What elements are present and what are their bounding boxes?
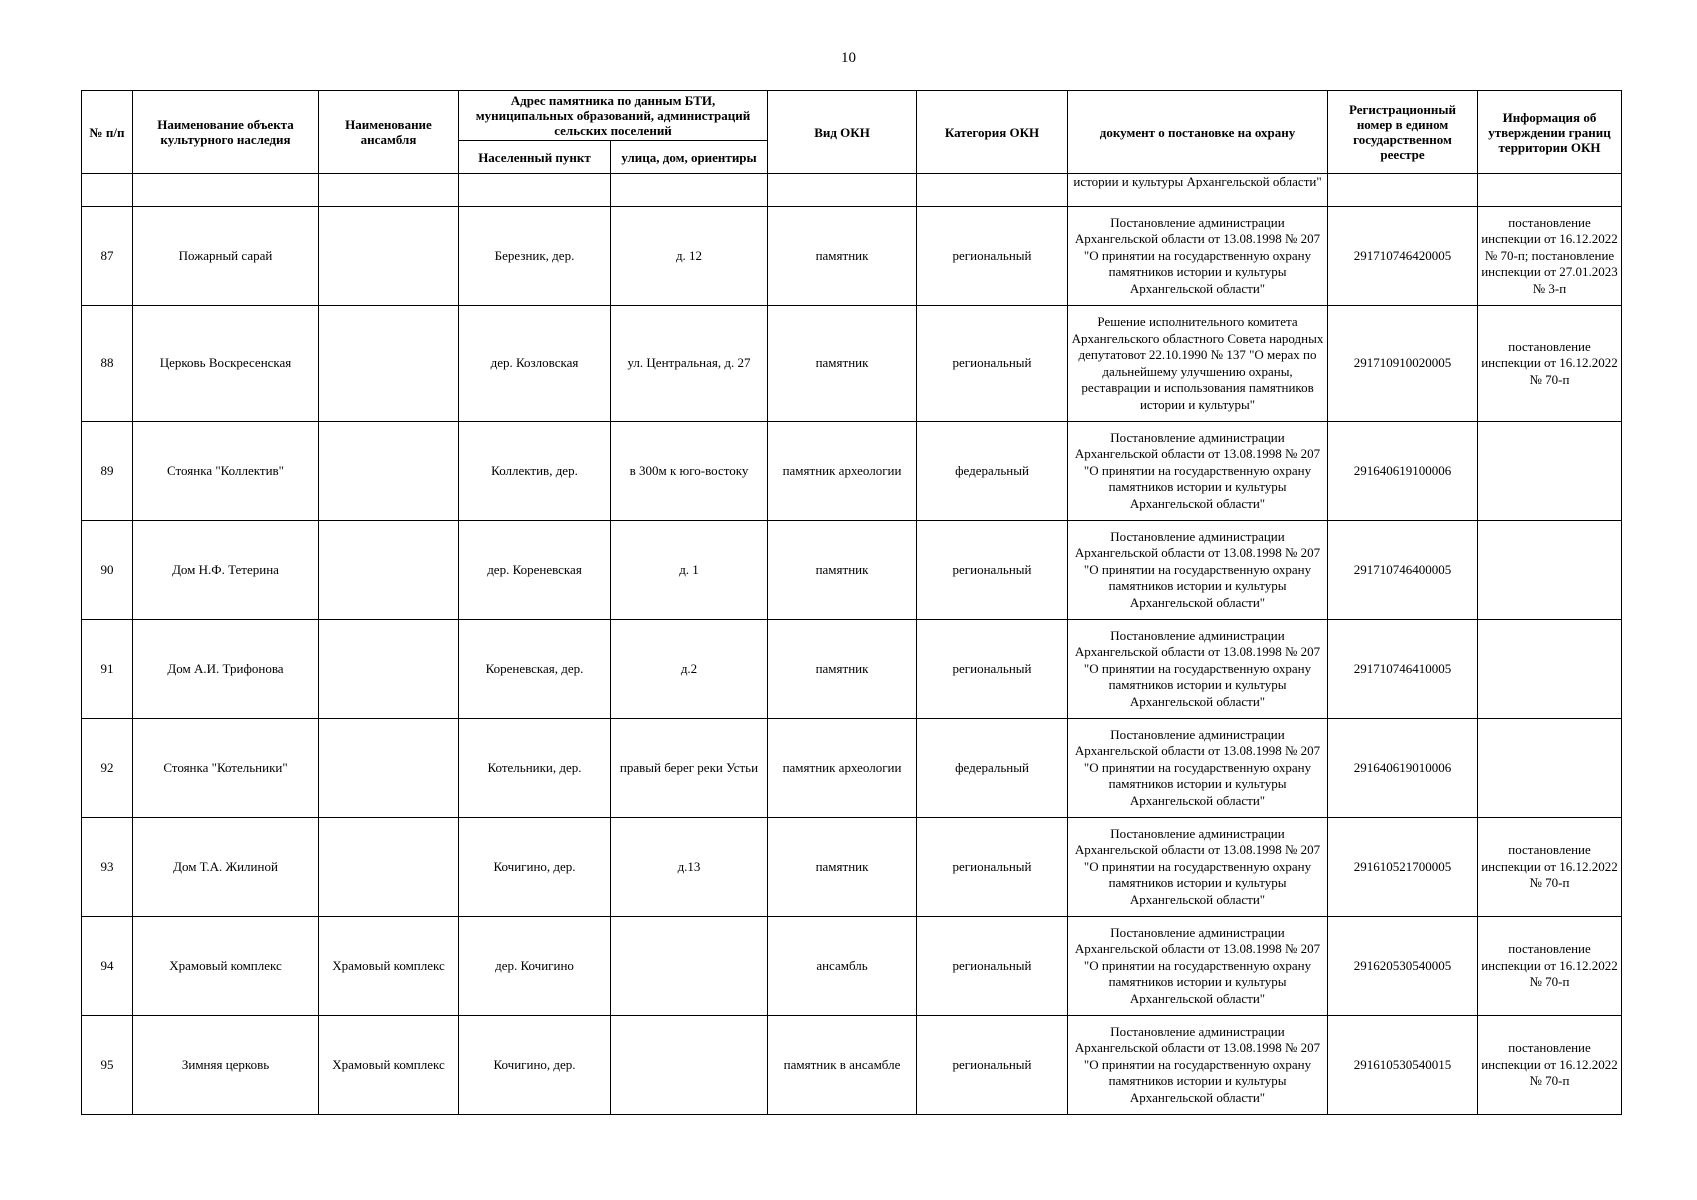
- cell-street: д.13: [611, 818, 768, 917]
- cell-kind: памятник: [768, 306, 917, 422]
- header-boundaries: Информация об утверждении границ территории ОКН: [1478, 91, 1622, 174]
- cell-category: региональный: [917, 306, 1068, 422]
- cell-settlement: Березник, дер.: [459, 207, 611, 306]
- table-row: [82, 620, 1622, 719]
- cell-settlement: Кореневская, дер.: [459, 620, 611, 719]
- cell-num: 87: [82, 207, 133, 306]
- cell-settlement: дер. Кочигино: [459, 917, 611, 1016]
- table-row: [82, 207, 1622, 306]
- cell-document: истории и культуры Архангельской области": [1068, 174, 1328, 207]
- cell-document: Решение исполнительного комитета Архангельского областного Совета народных депутатовот 22.10.1990 № 137 "О мерах по дальнейшему улучшению охраны, реставрации и использования памятников истории и культуры": [1068, 306, 1328, 422]
- cell-reg-number: 291710746410005: [1328, 620, 1478, 719]
- cell-category: федеральный: [917, 422, 1068, 521]
- cell-object-name: Зимняя церковь: [133, 1016, 319, 1115]
- cell-street: в 300м к юго-востоку: [611, 422, 768, 521]
- cell-settlement: дер. Кореневская: [459, 521, 611, 620]
- table-row: [82, 818, 1622, 917]
- cell-kind: памятник: [768, 620, 917, 719]
- cell-reg-number: 291610521700005: [1328, 818, 1478, 917]
- cell-boundaries: постановление инспекции от 16.12.2022 № 70-п: [1478, 306, 1622, 422]
- cell-street: ул. Центральная, д. 27: [611, 306, 768, 422]
- cell-ensemble: [319, 174, 459, 207]
- cell-num: 88: [82, 306, 133, 422]
- cell-street: [611, 1016, 768, 1115]
- header-settlement: Населенный пункт: [459, 141, 611, 174]
- cell-ensemble: [319, 306, 459, 422]
- cell-category: региональный: [917, 521, 1068, 620]
- table-row: [82, 719, 1622, 818]
- header-num: № п/п: [82, 91, 133, 174]
- table-row: [82, 422, 1622, 521]
- cell-reg-number: 291710746400005: [1328, 521, 1478, 620]
- cell-category: региональный: [917, 1016, 1068, 1115]
- cell-kind: памятник археологии: [768, 719, 917, 818]
- cell-num: 89: [82, 422, 133, 521]
- header-street: улица, дом, ориентиры: [611, 141, 768, 174]
- cell-object-name: Стоянка "Котельники": [133, 719, 319, 818]
- cell-document: Постановление администрации Архангельской области от 13.08.1998 № 207 "О принятии на государственную охрану памятников истории и культуры Архангельской области": [1068, 521, 1328, 620]
- cell-object-name: [133, 174, 319, 207]
- cell-kind: памятник: [768, 521, 917, 620]
- cell-street: д.2: [611, 620, 768, 719]
- cell-ensemble: [319, 620, 459, 719]
- cell-num: 93: [82, 818, 133, 917]
- cell-document: Постановление администрации Архангельской области от 13.08.1998 № 207 "О принятии на государственную охрану памятников истории и культуры Архангельской области": [1068, 719, 1328, 818]
- cell-boundaries: [1478, 620, 1622, 719]
- cell-reg-number: 291620530540005: [1328, 917, 1478, 1016]
- header-ensemble: Наименование ансамбля: [319, 91, 459, 174]
- cell-settlement: [459, 174, 611, 207]
- cell-ensemble: Храмовый комплекс: [319, 1016, 459, 1115]
- cell-category: региональный: [917, 818, 1068, 917]
- cell-document: Постановление администрации Архангельской области от 13.08.1998 № 207 "О принятии на государственную охрану памятников истории и культуры Архангельской области": [1068, 818, 1328, 917]
- cell-kind: [768, 174, 917, 207]
- cell-object-name: Пожарный сарай: [133, 207, 319, 306]
- cell-reg-number: [1328, 174, 1478, 207]
- cell-object-name: Церковь Воскресенская: [133, 306, 319, 422]
- cell-document: Постановление администрации Архангельской области от 13.08.1998 № 207 "О принятии на государственную охрану памятников истории и культуры Архангельской области": [1068, 620, 1328, 719]
- cell-street: д. 1: [611, 521, 768, 620]
- header-address: Адрес памятника по данным БТИ, муниципальных образований, администраций сельских поселений: [459, 91, 768, 141]
- cell-category: федеральный: [917, 719, 1068, 818]
- table-row: [82, 917, 1622, 1016]
- cell-num: [82, 174, 133, 207]
- cell-document: Постановление администрации Архангельской области от 13.08.1998 № 207 "О принятии на государственную охрану памятников истории и культуры Архангельской области": [1068, 917, 1328, 1016]
- cell-street: [611, 917, 768, 1016]
- heritage-objects-table: [81, 90, 1622, 1115]
- cell-document: Постановление администрации Архангельской области от 13.08.1998 № 207 "О принятии на государственную охрану памятников истории и культуры Архангельской области": [1068, 422, 1328, 521]
- cell-reg-number: 291610530540015: [1328, 1016, 1478, 1115]
- cell-boundaries: [1478, 719, 1622, 818]
- cell-ensemble: [319, 422, 459, 521]
- table-row-continued: [82, 174, 1622, 207]
- cell-document: Постановление администрации Архангельской области от 13.08.1998 № 207 "О принятии на государственную охрану памятников истории и культуры Архангельской области": [1068, 207, 1328, 306]
- cell-settlement: Коллектив, дер.: [459, 422, 611, 521]
- cell-reg-number: 291710910020005: [1328, 306, 1478, 422]
- cell-settlement: Котельники, дер.: [459, 719, 611, 818]
- cell-kind: памятник: [768, 818, 917, 917]
- cell-object-name: Дом А.И. Трифонова: [133, 620, 319, 719]
- cell-boundaries: постановление инспекции от 16.12.2022 № 70-п: [1478, 917, 1622, 1016]
- table-body: [82, 174, 1622, 1115]
- cell-boundaries: постановление инспекции от 16.12.2022 № 70-п; постановление инспекции от 27.01.2023 № 3-п: [1478, 207, 1622, 306]
- cell-street: [611, 174, 768, 207]
- table-header: [82, 91, 1622, 174]
- table-row: [82, 1016, 1622, 1115]
- cell-kind: памятник: [768, 207, 917, 306]
- cell-street: д. 12: [611, 207, 768, 306]
- cell-ensemble: Храмовый комплекс: [319, 917, 459, 1016]
- cell-ensemble: [319, 818, 459, 917]
- cell-category: региональный: [917, 207, 1068, 306]
- cell-kind: ансамбль: [768, 917, 917, 1016]
- header-reg-number: Регистрационный номер в едином государственном реестре: [1328, 91, 1478, 174]
- cell-reg-number: 291710746420005: [1328, 207, 1478, 306]
- cell-boundaries: [1478, 521, 1622, 620]
- cell-object-name: Дом Н.Ф. Тетерина: [133, 521, 319, 620]
- cell-object-name: Храмовый комплекс: [133, 917, 319, 1016]
- header-category: Категория ОКН: [917, 91, 1068, 174]
- header-document: документ о постановке на охрану: [1068, 91, 1328, 174]
- header-kind: Вид ОКН: [768, 91, 917, 174]
- cell-num: 91: [82, 620, 133, 719]
- cell-object-name: Дом Т.А. Жилиной: [133, 818, 319, 917]
- cell-ensemble: [319, 207, 459, 306]
- cell-settlement: Кочигино, дер.: [459, 1016, 611, 1115]
- cell-boundaries: [1478, 422, 1622, 521]
- cell-kind: памятник в ансамбле: [768, 1016, 917, 1115]
- cell-kind: памятник археологии: [768, 422, 917, 521]
- cell-reg-number: 291640619100006: [1328, 422, 1478, 521]
- cell-ensemble: [319, 719, 459, 818]
- cell-num: 90: [82, 521, 133, 620]
- page-number: 10: [841, 50, 856, 66]
- cell-object-name: Стоянка "Коллектив": [133, 422, 319, 521]
- cell-ensemble: [319, 521, 459, 620]
- header-object-name: Наименование объекта культурного наследия: [133, 91, 319, 174]
- cell-boundaries: постановление инспекции от 16.12.2022 № 70-п: [1478, 818, 1622, 917]
- cell-reg-number: 291640619010006: [1328, 719, 1478, 818]
- cell-category: [917, 174, 1068, 207]
- cell-num: 95: [82, 1016, 133, 1115]
- cell-num: 94: [82, 917, 133, 1016]
- cell-boundaries: [1478, 174, 1622, 207]
- cell-settlement: дер. Козловская: [459, 306, 611, 422]
- cell-street: правый берег реки Устьи: [611, 719, 768, 818]
- cell-category: региональный: [917, 917, 1068, 1016]
- cell-category: региональный: [917, 620, 1068, 719]
- cell-settlement: Кочигино, дер.: [459, 818, 611, 917]
- cell-document: Постановление администрации Архангельской области от 13.08.1998 № 207 "О принятии на государственную охрану памятников истории и культуры Архангельской области": [1068, 1016, 1328, 1115]
- cell-boundaries: постановление инспекции от 16.12.2022 № 70-п: [1478, 1016, 1622, 1115]
- cell-num: 92: [82, 719, 133, 818]
- table-row: [82, 306, 1622, 422]
- table-row: [82, 521, 1622, 620]
